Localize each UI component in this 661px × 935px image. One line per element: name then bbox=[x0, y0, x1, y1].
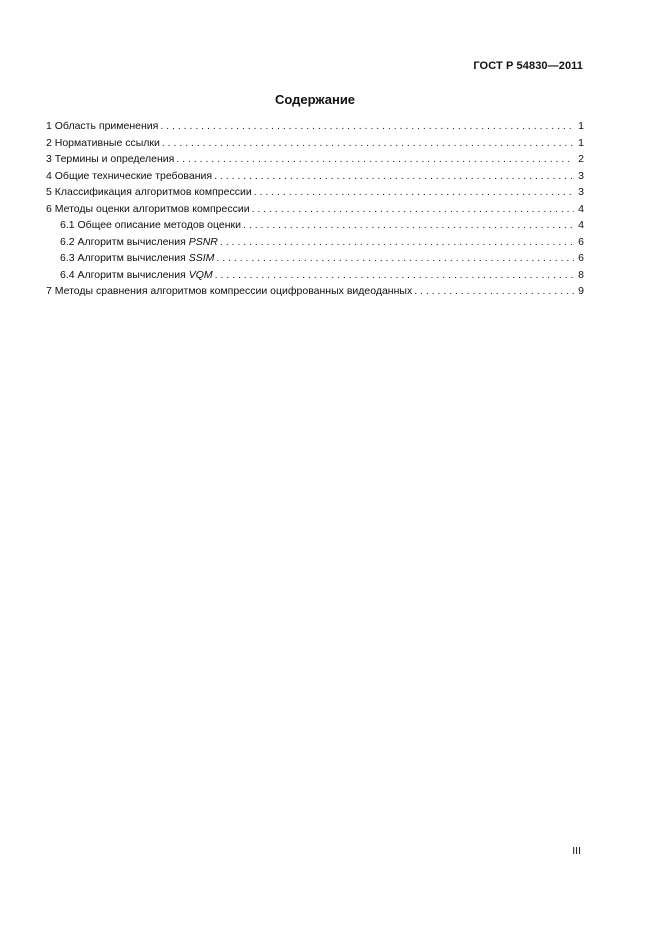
toc-title: Содержание bbox=[274, 92, 356, 107]
toc-leader-dots bbox=[254, 186, 574, 198]
document-code: ГОСТ Р 54830—2011 bbox=[473, 60, 583, 72]
toc-entry-page: 3 bbox=[578, 169, 584, 182]
toc-entry-page: 1 bbox=[578, 136, 584, 149]
toc-leader-dots bbox=[414, 285, 574, 297]
toc-leader-dots bbox=[160, 120, 574, 132]
toc-entry-1[interactable] bbox=[46, 120, 584, 137]
toc-entry-page: 6 bbox=[578, 235, 584, 248]
toc-leader-dots bbox=[252, 203, 574, 215]
toc-entry-3[interactable] bbox=[46, 153, 584, 170]
toc-entry-page: 4 bbox=[578, 219, 584, 231]
toc-entry-text: 2 Нормативные ссылки bbox=[46, 136, 160, 149]
toc-entry-text-prefix: 6.2 Алгоритм вычисления bbox=[60, 235, 189, 248]
toc-entry-text: 6 Методы оценки алгоритмов компрессии bbox=[46, 202, 250, 215]
toc-entry-page: 2 bbox=[578, 153, 584, 165]
toc-entry-6-4[interactable] bbox=[46, 269, 584, 286]
toc-entry-page: 8 bbox=[578, 268, 584, 281]
toc-entry-text bbox=[60, 236, 218, 248]
toc-leader-dots bbox=[220, 236, 574, 248]
toc-entry-7[interactable] bbox=[46, 285, 584, 302]
toc-entry-6-3[interactable] bbox=[46, 252, 584, 269]
toc-entry-text-italic: VQM bbox=[188, 268, 213, 281]
toc-entry-text-prefix: 6.3 Алгоритм вычисления bbox=[60, 252, 189, 264]
table-of-contents bbox=[46, 120, 584, 302]
toc-entry-text: 4 Общие технические требования bbox=[46, 169, 213, 182]
toc-leader-dots bbox=[243, 219, 574, 231]
toc-entry-page: 4 bbox=[578, 202, 584, 215]
toc-entry-page: 3 bbox=[578, 186, 584, 198]
toc-entry-text-italic: PSNR bbox=[188, 235, 218, 248]
toc-entry-6-1[interactable] bbox=[46, 219, 584, 236]
toc-entry-page: 9 bbox=[578, 285, 584, 297]
toc-entry-6-2[interactable] bbox=[46, 236, 584, 253]
toc-entry-2[interactable] bbox=[46, 137, 584, 154]
toc-entry-text: 6.1 Общее описание методов оценки bbox=[60, 219, 242, 231]
toc-entry-page: 1 bbox=[578, 120, 584, 132]
toc-entry-6[interactable] bbox=[46, 203, 584, 220]
toc-leader-dots bbox=[176, 153, 574, 165]
toc-entry-text bbox=[60, 269, 213, 281]
toc-leader-dots bbox=[216, 252, 574, 264]
toc-leader-dots bbox=[162, 137, 574, 149]
toc-leader-dots bbox=[215, 269, 574, 281]
toc-leader-dots bbox=[214, 170, 574, 182]
toc-entry-text-prefix: 6.4 Алгоритм вычисления bbox=[60, 268, 189, 281]
toc-entry-4[interactable] bbox=[46, 170, 584, 187]
toc-entry-page: 6 bbox=[578, 252, 584, 264]
toc-entry-text-italic: SSIM bbox=[188, 252, 215, 264]
toc-entry-text: 5 Классификация алгоритмов компрессии bbox=[46, 186, 252, 198]
toc-entry-text bbox=[60, 252, 214, 264]
toc-entry-text: 7 Методы сравнения алгоритмов компрессии оцифрованных видеоданных bbox=[46, 285, 413, 297]
toc-entry-5[interactable] bbox=[46, 186, 584, 203]
toc-entry-text: 3 Термины и определения bbox=[46, 153, 175, 165]
toc-entry-text: 1 Область применения bbox=[46, 120, 159, 132]
page-number: III bbox=[572, 845, 581, 857]
